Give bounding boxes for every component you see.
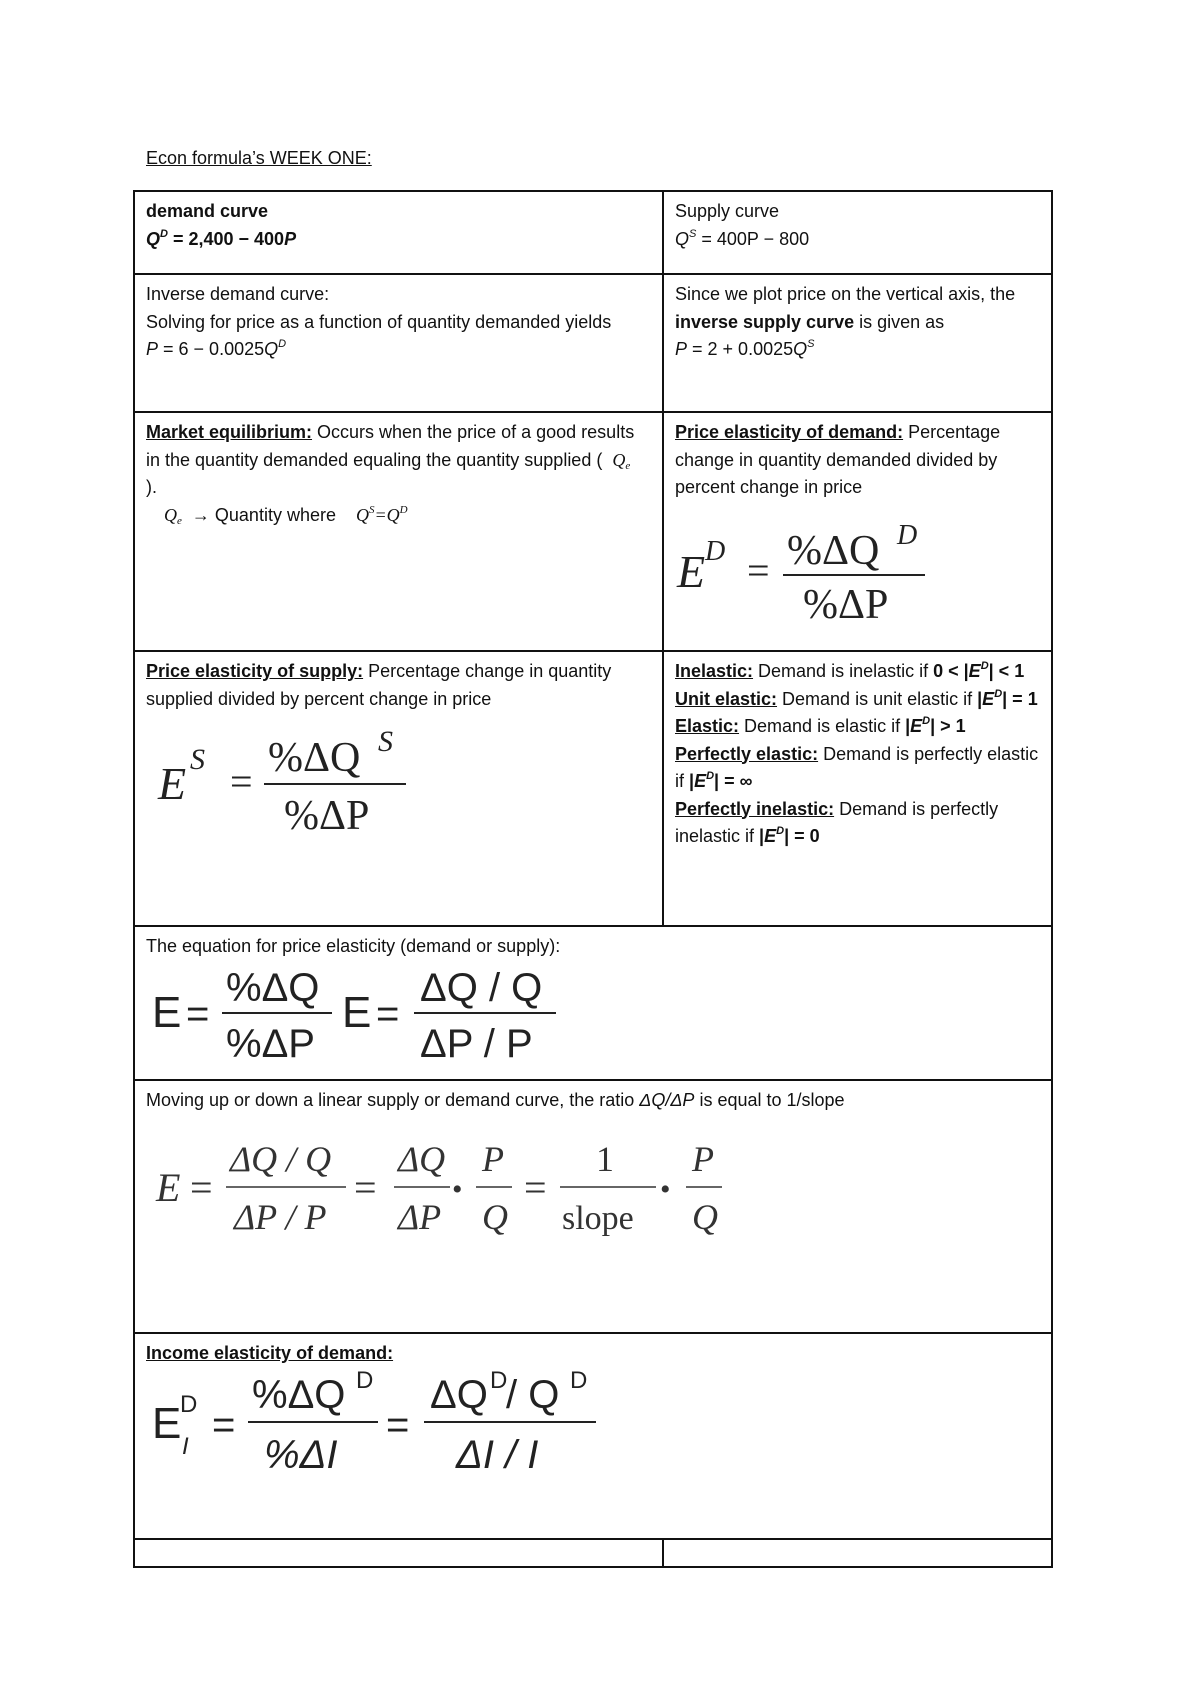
table-row [134,412,1052,651]
inverse-demand-text: Solving for price as a function of quantity demanded yields [146,311,612,332]
svg-text:=: = [230,759,253,804]
svg-text:/ Q: / Q [506,1372,560,1417]
svg-text:%ΔP: %ΔP [226,1021,315,1065]
income-elasticity-label: Income elasticity of demand: [146,1343,394,1363]
empty-cell [663,1539,1052,1567]
inverse-demand-heading: Inverse demand curve: [146,284,330,304]
svg-text:ΔP: ΔP [398,1196,442,1237]
svg-text:Q: Q [482,1196,508,1237]
svg-text:E: E [152,1398,182,1448]
table-row [134,926,1052,1080]
price-elasticity-demand-formula [675,512,935,632]
svg-text:•: • [660,1172,671,1206]
demand-curve-equation: $Q^D = 2,400 - 400P$ [146,227,297,249]
svg-text:ΔI / I: ΔI / I [456,1432,539,1477]
document-title: Econ formula’s WEEK ONE: [146,148,372,168]
svg-text:E: E [156,1164,181,1210]
svg-text:•: • [452,1172,463,1206]
svg-text:D: D [897,519,918,551]
svg-text:I: I [182,1432,189,1460]
svg-text:D: D [570,1367,588,1394]
svg-text:=: = [376,991,400,1036]
svg-text:ΔQ: ΔQ [430,1372,488,1417]
svg-text:ΔQ: ΔQ [398,1138,446,1179]
inverse-demand-cell [134,274,663,412]
table-row [134,191,1052,274]
price-elasticity-supply-cell [134,651,663,926]
supply-curve-equation: $Q^S = 400P - 800$ [675,227,810,249]
svg-text:ΔP / P: ΔP / P [234,1196,327,1237]
equilibrium-quantity-line: $Q_e$ → Quantity where $Q^S=Q^D$ [164,503,408,527]
svg-text:ΔQ / Q: ΔQ / Q [230,1138,332,1179]
table-row [134,1080,1052,1333]
arrow-right-icon: → [191,504,210,525]
income-elasticity-cell [134,1333,1052,1539]
elasticity-categories-cell [663,651,1052,926]
elasticity-category-item: Elastic: Demand is elastic if $|E^D| > 1$ [675,715,966,736]
svg-text:ΔQ / Q: ΔQ / Q [420,965,543,1010]
inverse-supply-text: Since we plot price on the vertical axis, the inverse supply curve is given as [675,284,1016,332]
svg-text:P: P [482,1138,504,1179]
svg-text:=: = [747,547,770,593]
price-elasticity-equation-text: The equation for price elasticity (demand or supply): [146,936,561,956]
svg-text:%ΔQ: %ΔQ [226,965,320,1010]
supply-curve-cell [663,191,1052,274]
market-equilibrium-cell [134,412,663,651]
elasticity-category-item: Perfectly elastic: Demand is perfectly elastic if $|E^D|$ = ∞ [675,743,1039,791]
table-row [134,1539,1052,1567]
price-elasticity-equation-formula [146,961,586,1065]
svg-text:S: S [190,743,205,776]
svg-text:%ΔQ: %ΔQ [252,1372,346,1417]
elasticity-category-item: Perfectly inelastic: Demand is perfectly inelastic if $|E^D| = 0$ [675,798,999,846]
svg-text:Q: Q [692,1196,718,1237]
svg-text:=: = [212,1402,236,1447]
price-elasticity-supply-formula [156,719,416,839]
svg-text:E: E [342,987,372,1037]
price-elasticity-demand-cell [663,412,1052,651]
linear-curve-cell [134,1080,1052,1333]
svg-text:S: S [378,725,393,758]
empty-cell [134,1539,663,1567]
table-row [134,651,1052,926]
elasticity-category-item: Inelastic: Demand is inelastic if $0 < |E^D| < 1$ [675,660,1025,681]
inverse-supply-equation: $P = 2 + 0.0025Q^S$ [675,338,815,359]
table-row [134,1333,1052,1539]
svg-text:D: D [356,1367,374,1394]
svg-text:D: D [490,1367,508,1394]
formula-table [133,190,1053,1568]
svg-text:1: 1 [596,1138,614,1179]
inverse-supply-cell [663,274,1052,412]
inverse-demand-equation: $P = 6 - 0.0025Q^D$ [146,338,287,359]
svg-text:=: = [524,1164,547,1210]
price-elasticity-supply-text: Price elasticity of supply: Percentage change in quantity supplied divided by percent change in price [146,661,612,709]
svg-text:=: = [186,991,210,1036]
svg-text:P: P [692,1138,714,1179]
svg-text:D: D [705,535,726,567]
demand-curve-cell [134,191,663,274]
svg-text:%ΔQ: %ΔQ [268,735,361,781]
svg-text:=: = [386,1402,410,1447]
svg-text:D: D [180,1390,198,1418]
supply-curve-heading: Supply curve [675,201,780,221]
price-elasticity-equation-cell [134,926,1052,1080]
price-elasticity-demand-text: Price elasticity of demand: Percentage change in quantity demanded divided by percent change in price [675,422,1001,497]
linear-curve-formula [146,1129,786,1249]
demand-curve-heading: demand curve [146,201,269,221]
svg-text:%ΔQ: %ΔQ [787,527,880,574]
table-row [134,274,1052,412]
svg-text:E: E [158,758,187,809]
income-elasticity-formula [146,1368,606,1480]
svg-text:slope: slope [562,1199,634,1237]
elasticity-category-item: Unit elastic: Demand is unit elastic if $|E^D| = 1$ [675,687,1038,709]
svg-text:%ΔP: %ΔP [803,581,889,628]
svg-text:%ΔP: %ΔP [284,793,370,839]
svg-text:=: = [354,1164,377,1210]
linear-curve-text: Moving up or down a linear supply or demand curve, the ratio ΔQ/ΔP is equal to 1/slope [146,1090,845,1110]
market-equilibrium-text: Market equilibrium: Occurs when the price of a good results in the quantity demanded equaling the quantity supplied ( $Q_e$ ). [146,422,635,497]
svg-text:E: E [677,545,706,597]
svg-text:%ΔI: %ΔI [264,1432,338,1477]
svg-text:E: E [152,987,182,1037]
svg-text:=: = [190,1164,213,1210]
svg-text:ΔP / P: ΔP / P [420,1021,533,1065]
